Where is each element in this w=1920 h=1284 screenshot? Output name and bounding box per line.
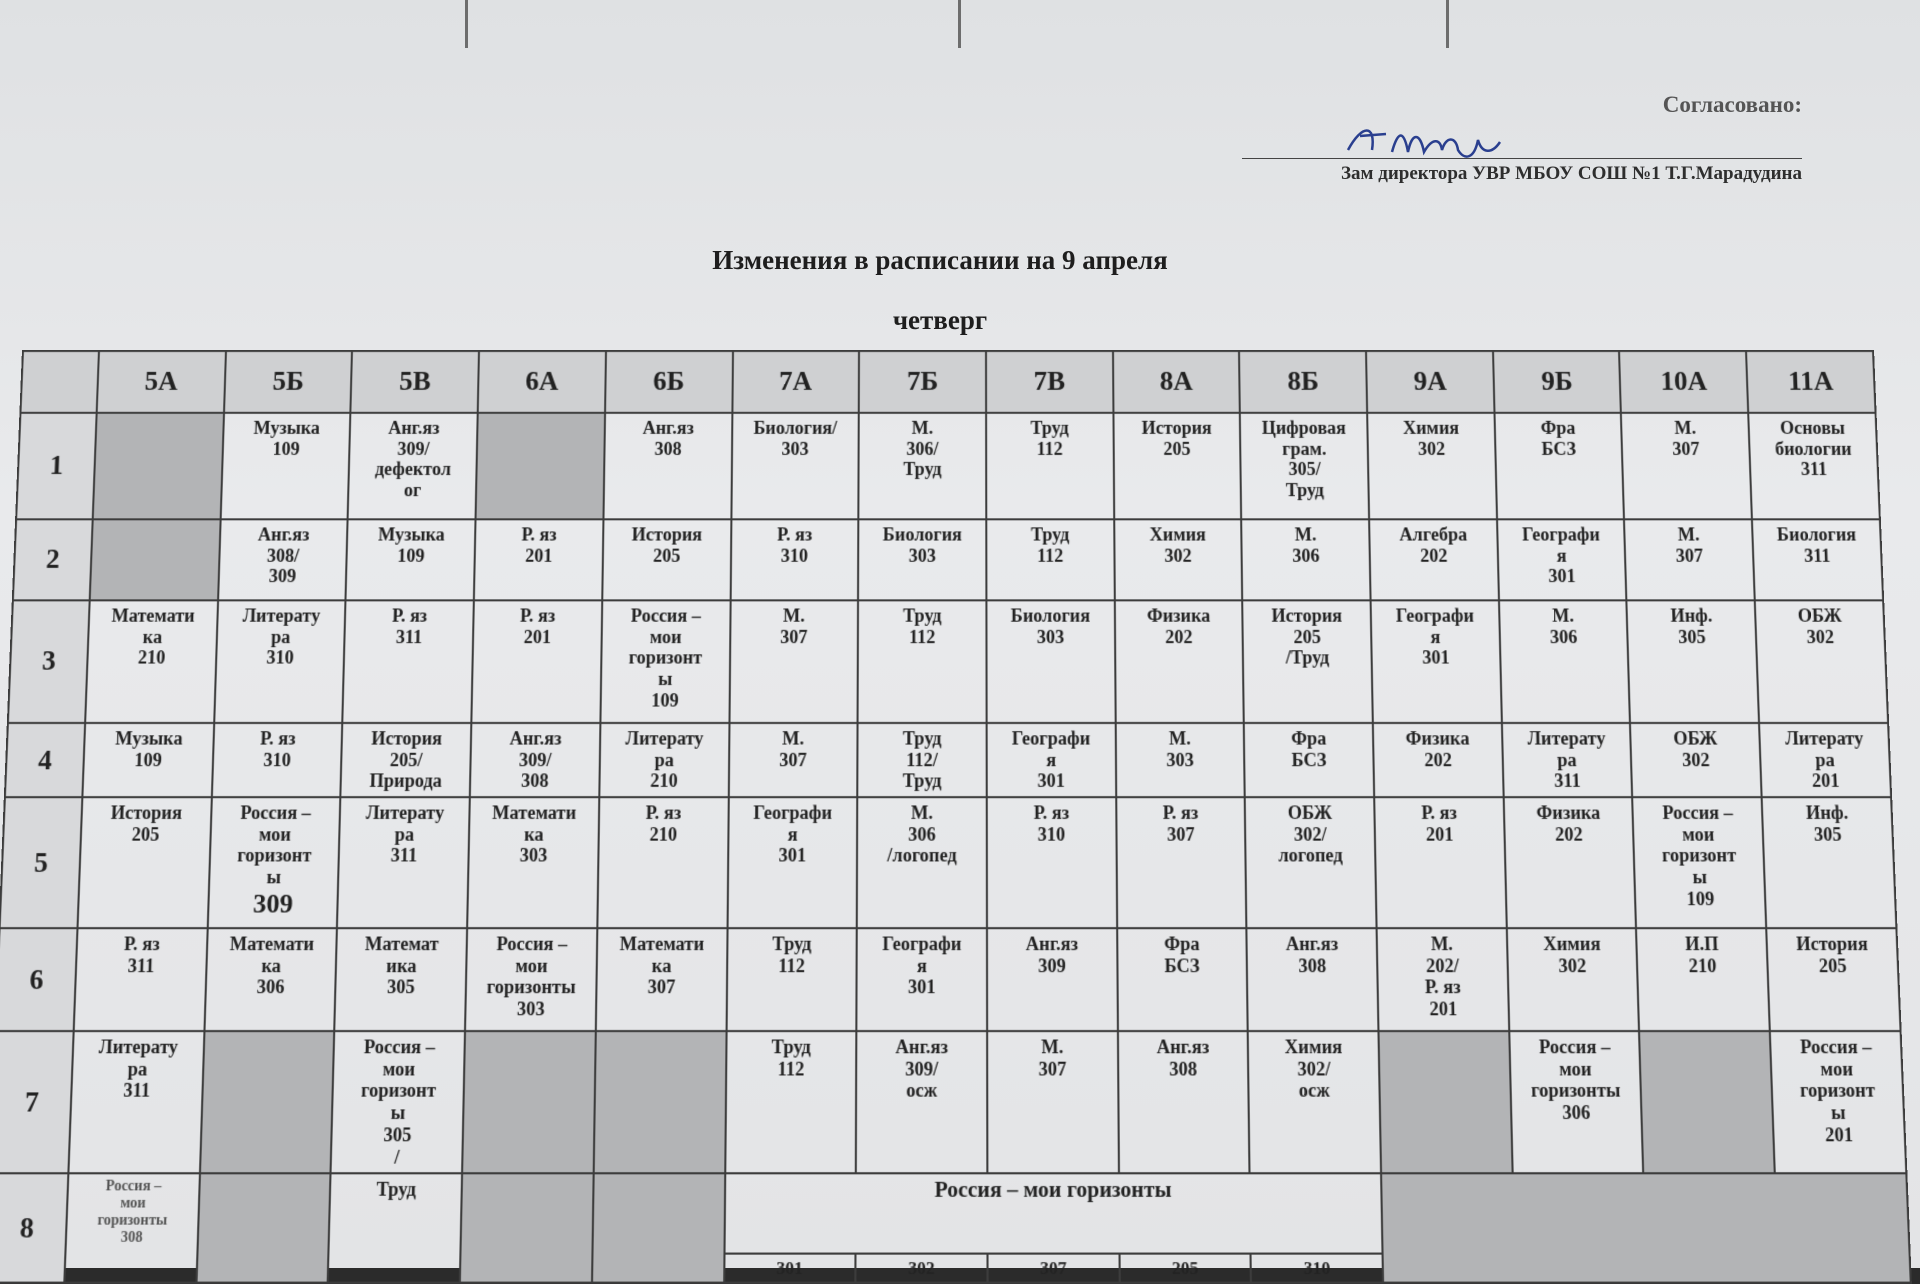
schedule-cell: М. 307 [1621,413,1752,519]
schedule-cell: Физика 202 [1373,723,1504,797]
schedule-cell: Анг.яз 308 [1118,1031,1250,1173]
schedule-cell: Россия – мои горизонты 308 [64,1173,199,1282]
lesson-row [8,600,1888,723]
schedule-cell: Р. яз 307 [1116,797,1247,928]
schedule-cell: Основы биологии 311 [1748,413,1880,519]
schedule-cell: Алгебра 202 [1369,519,1499,600]
lesson-row [0,797,1896,928]
schedule-cell: Россия – мои горизонт ы 305 / [331,1031,465,1173]
schedule-cell: Анг.яз 309/ осж [856,1031,987,1173]
schedule-cell: ОБЖ 302 [1630,723,1761,797]
class-header: 9Б [1493,351,1622,413]
schedule-cell: Географи я 301 [987,723,1116,797]
lesson-number: 8 [0,1173,68,1282]
schedule-cell: Физика 202 [1503,797,1636,928]
schedule-cell: Фра БСЗ [1117,928,1248,1031]
schedule-cell: Литерату ра 210 [599,723,729,797]
schedule-cell: Анг.яз 308 [1247,928,1379,1031]
schedule-cell: Биология/ 303 [731,413,859,519]
schedule-cell: М. 306/ Труд [859,413,987,519]
schedule-cell: М. 306 [1499,600,1631,723]
class-header: 6Б [605,351,733,413]
empty-cell [196,1173,331,1282]
class-header: 7А [732,351,859,413]
schedule-cell: М. 306 [1241,519,1370,600]
schedule-cell: Труд 112/ Труд [857,723,986,797]
schedule-cell: Математи ка 306 [204,928,337,1031]
empty-cell [93,413,224,519]
schedule-cell: Р. яз 310 [987,797,1117,928]
empty-cell [1639,1031,1774,1173]
empty-cell [593,1031,726,1173]
lesson-row [0,1173,1911,1282]
schedule-cell: Р. яз 311 [74,928,208,1031]
lesson-number: 4 [5,723,85,797]
empty-cell [200,1031,335,1173]
merged-lesson-title: Россия – мои горизонты [934,1176,1172,1203]
schedule-cell: Химия 302 [1114,519,1243,600]
class-header: 11А [1746,351,1875,413]
staple-mark [1446,0,1449,48]
schedule-cell: М. 307 [728,723,857,797]
schedule-cell: Труд [328,1173,462,1282]
schedule-cell: Биология 303 [858,519,986,600]
schedule-cell: Литерату ра 201 [1759,723,1891,797]
schedule-cell: ОБЖ 302/ логопед [1245,797,1377,928]
schedule-cell: М. 202/ Р. яз 201 [1377,928,1509,1031]
weekday-subtitle: четверг [892,305,988,335]
empty-cell [1379,1031,1513,1173]
lesson-row [0,928,1901,1031]
schedule-cell: М. 307 [729,600,858,723]
schedule-cell: История 205 [602,519,731,600]
schedule-cell: Труд 112 [858,600,987,723]
schedule-cell: Химия 302 [1507,928,1640,1031]
signature-line [1242,118,1802,159]
schedule-cell: Анг.яз 309 [987,928,1118,1031]
schedule-cell: Инф. 305 [1627,600,1759,723]
empty-cell [460,1173,594,1282]
empty-cell [1381,1173,1911,1282]
lesson-row [0,1031,1906,1173]
schedule-cell: Математи ка 307 [596,928,727,1031]
schedule-cell: Анг.яз 308 [603,413,732,519]
class-header: 5А [97,351,226,413]
schedule-cell: М. 307 [987,1031,1119,1173]
schedule-cell: Россия – мои горизонты 303 [465,928,597,1031]
class-header: 10А [1619,351,1748,413]
schedule-cell: Анг.яз 309/ дефектол ог [348,413,478,519]
schedule-cell: Фра БСЗ [1494,413,1624,519]
class-header: 8А [1113,351,1240,413]
schedule-cell: История 205 [1766,928,1900,1031]
schedule-cell: Россия – мои горизонт ы 201 [1770,1031,1906,1173]
schedule-cell: Россия – мои горизонт ы 309 [207,797,340,928]
lesson-row [5,723,1891,797]
room-number: 307 [988,1254,1120,1281]
staple-mark [958,0,961,48]
lesson-number: 6 [0,928,78,1031]
schedule-cell: Россия – мои горизонты 306 [1509,1031,1644,1173]
lesson-number: 1 [16,413,97,519]
schedule-cell: Географи я 301 [727,797,857,928]
schedule-cell: История 205 [1113,413,1241,519]
lesson-number: 2 [13,519,93,600]
approval-label: Согласовано: [1662,92,1802,117]
schedule-cell: История 205 [78,797,212,928]
schedule-cell: Труд 112 [986,519,1114,600]
schedule-cell: М. 307 [1624,519,1754,600]
class-header: 9А [1366,351,1494,413]
schedule-cell: Химия 302/ осж [1248,1031,1381,1173]
schedule-cell: Математ ика 305 [335,928,468,1031]
class-header-row [20,351,1875,413]
schedule-cell: Литерату ра 311 [68,1031,204,1173]
schedule-cell: Р. яз 201 [474,519,603,600]
schedule-cell: Р. яз 201 [1374,797,1506,928]
schedule-cell: Музыка 109 [82,723,214,797]
schedule-cell: Музыка 109 [346,519,476,600]
schedule-cell: Физика 202 [1114,600,1244,723]
schedule-cell: Р. яз 201 [471,600,602,723]
lesson-row [13,519,1883,600]
approver-position: Зам директора УВР МБОУ СОШ №1 Т.Г.Марадудина [1341,163,1802,184]
schedule-table [0,350,1912,1284]
schedule-cell: Литерату ра 311 [1502,723,1633,797]
schedule-cell: ОБЖ 302 [1755,600,1888,723]
lesson-number: 5 [0,797,82,928]
schedule-cell: История 205/ Природа [341,723,472,797]
schedule-cell: Р. яз 311 [343,600,474,723]
room-number: 205 [1120,1254,1252,1281]
empty-cell [90,519,221,600]
empty-cell [462,1031,595,1173]
schedule-cell: Литерату ра 310 [214,600,346,723]
empty-cell [476,413,605,519]
schedule-cell: М. 306 /логопед [857,797,987,928]
schedule-cell: Математи ка 210 [85,600,218,723]
schedule-cell: Географи я 301 [1497,519,1627,600]
lesson-number: 3 [8,600,90,723]
schedule-cell: Биология 303 [986,600,1115,723]
approval-block [1202,92,1802,185]
schedule-cell: Р. яз 310 [212,723,343,797]
class-header: 6А [478,351,606,413]
room-number: 301 [725,1254,857,1281]
schedule-cell: Анг.яз 308/ 309 [218,519,348,600]
schedule-cell: Биология 311 [1752,519,1883,600]
corner-cell [20,351,99,413]
lesson-row [16,413,1880,519]
staple-mark [465,0,468,48]
schedule-cell: Россия – мои горизонт ы 109 [600,600,730,723]
class-header: 7В [986,351,1113,413]
schedule-cell: Р. яз 210 [597,797,728,928]
merged-lesson-cell [724,1173,1383,1282]
schedule-cell: Труд 112 [725,1031,857,1173]
schedule-cell: Химия 302 [1367,413,1497,519]
schedule-cell: Фра БСЗ [1244,723,1374,797]
page-title: Изменения в расписании на 9 апреля [712,245,1168,275]
room-number: 309 [252,888,294,919]
schedule-cell: И.П 210 [1636,928,1770,1031]
class-header: 8Б [1239,351,1367,413]
schedule-cell: М. 303 [1115,723,1245,797]
schedule-cell: Географи я 301 [1371,600,1502,723]
schedule-cell: Музыка 109 [220,413,350,519]
schedule-cell: Труд 112 [986,413,1114,519]
schedule-cell: Труд 112 [726,928,857,1031]
schedule-cell: Россия – мои горизонт ы 109 [1633,797,1767,928]
empty-cell [592,1173,725,1282]
schedule-cell: Математи ка 303 [467,797,599,928]
schedule-cell: Литерату ра 311 [337,797,470,928]
schedule-cell: Инф. 305 [1762,797,1897,928]
class-header: 7Б [859,351,986,413]
room-number: 302 [857,1254,989,1281]
schedule-cell: Р. яз 310 [730,519,858,600]
class-header: 5Б [224,351,353,413]
schedule-cell: История 205 /Труд [1243,600,1373,723]
class-header: 5В [351,351,479,413]
schedule-cell: Анг.яз 309/ 308 [470,723,600,797]
schedule-cell: Географи я 301 [857,928,987,1031]
room-number: 310 [1303,1257,1331,1278]
schedule-cell: Цифровая грам. 305/ Труд [1240,413,1369,519]
lesson-number: 7 [0,1031,74,1173]
